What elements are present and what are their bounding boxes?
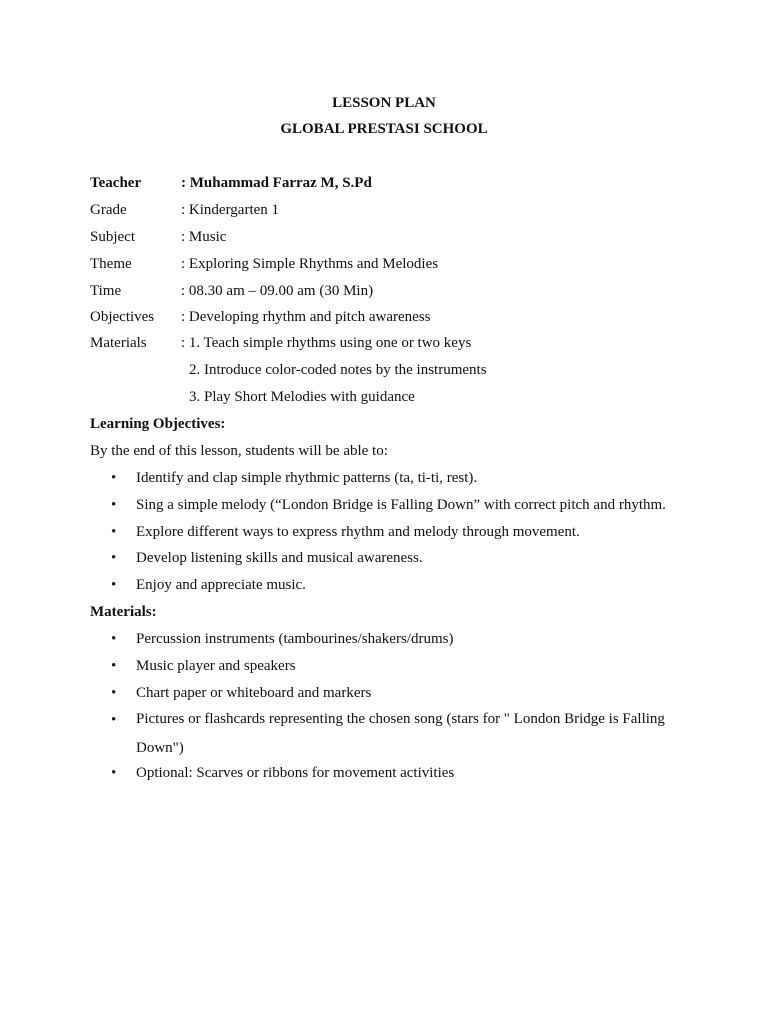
learning-objectives-heading: Learning Objectives: <box>90 416 226 432</box>
list-item: Sing a simple melody (“London Bridge is Falling Down” with correct pitch and rhythm. <box>136 497 666 513</box>
objectives-value: : Developing rhythm and pitch awareness <box>181 309 431 325</box>
bullet-icon: • <box>111 658 117 674</box>
teacher-value: : Muhammad Farraz M, S.Pd <box>181 175 372 191</box>
bullet-icon: • <box>111 524 117 540</box>
bullet-icon: • <box>111 631 117 647</box>
list-item: Enjoy and appreciate music. <box>136 577 306 593</box>
list-item: Identify and clap simple rhythmic patterns (ta, ti-ti, rest). <box>136 470 478 486</box>
materials-item-3: 3. Play Short Melodies with guidance <box>189 389 415 405</box>
list-item: Percussion instruments (tambourines/shakers/drums) <box>136 631 454 647</box>
bullet-icon: • <box>111 685 117 701</box>
subject-label: Subject <box>90 229 135 245</box>
bullet-icon: • <box>111 712 117 728</box>
teacher-label: Teacher <box>90 175 142 191</box>
materials-heading: Materials: <box>90 604 157 620</box>
theme-value: : Exploring Simple Rhythms and Melodies <box>181 256 439 272</box>
list-item: Pictures or flashcards representing the chosen song (stars for " London Bridge is Falling Down") <box>136 711 665 756</box>
list-item: Develop listening skills and musical awareness. <box>136 550 423 566</box>
bullet-icon: • <box>111 550 117 566</box>
materials-item-2: 2. Introduce color-coded notes by the instruments <box>189 362 487 378</box>
list-item: Explore different ways to express rhythm and melody through movement. <box>136 524 580 540</box>
grade-value: : Kindergarten 1 <box>181 202 280 218</box>
school-name: GLOBAL PRESTASI SCHOOL <box>280 121 488 137</box>
bullet-icon: • <box>111 497 117 513</box>
list-item: Music player and speakers <box>136 658 296 674</box>
bullet-icon: • <box>111 470 117 486</box>
bullet-icon: • <box>111 765 117 781</box>
materials-item-1: : 1. Teach simple rhythms using one or two keys <box>181 335 472 351</box>
time-label: Time <box>90 283 122 299</box>
document-title: LESSON PLAN <box>332 95 436 111</box>
bullet-icon: • <box>111 577 117 593</box>
subject-value: : Music <box>181 229 227 245</box>
list-item: Chart paper or whiteboard and markers <box>136 685 372 701</box>
learning-objectives-intro: By the end of this lesson, students will be able to: <box>90 443 388 459</box>
objectives-label: Objectives <box>90 309 155 325</box>
materials-label: Materials <box>90 335 147 351</box>
theme-label: Theme <box>90 256 132 272</box>
time-value: : 08.30 am – 09.00 am (30 Min) <box>181 283 374 299</box>
grade-label: Grade <box>90 202 127 218</box>
list-item: Optional: Scarves or ribbons for movement activities <box>136 765 455 781</box>
